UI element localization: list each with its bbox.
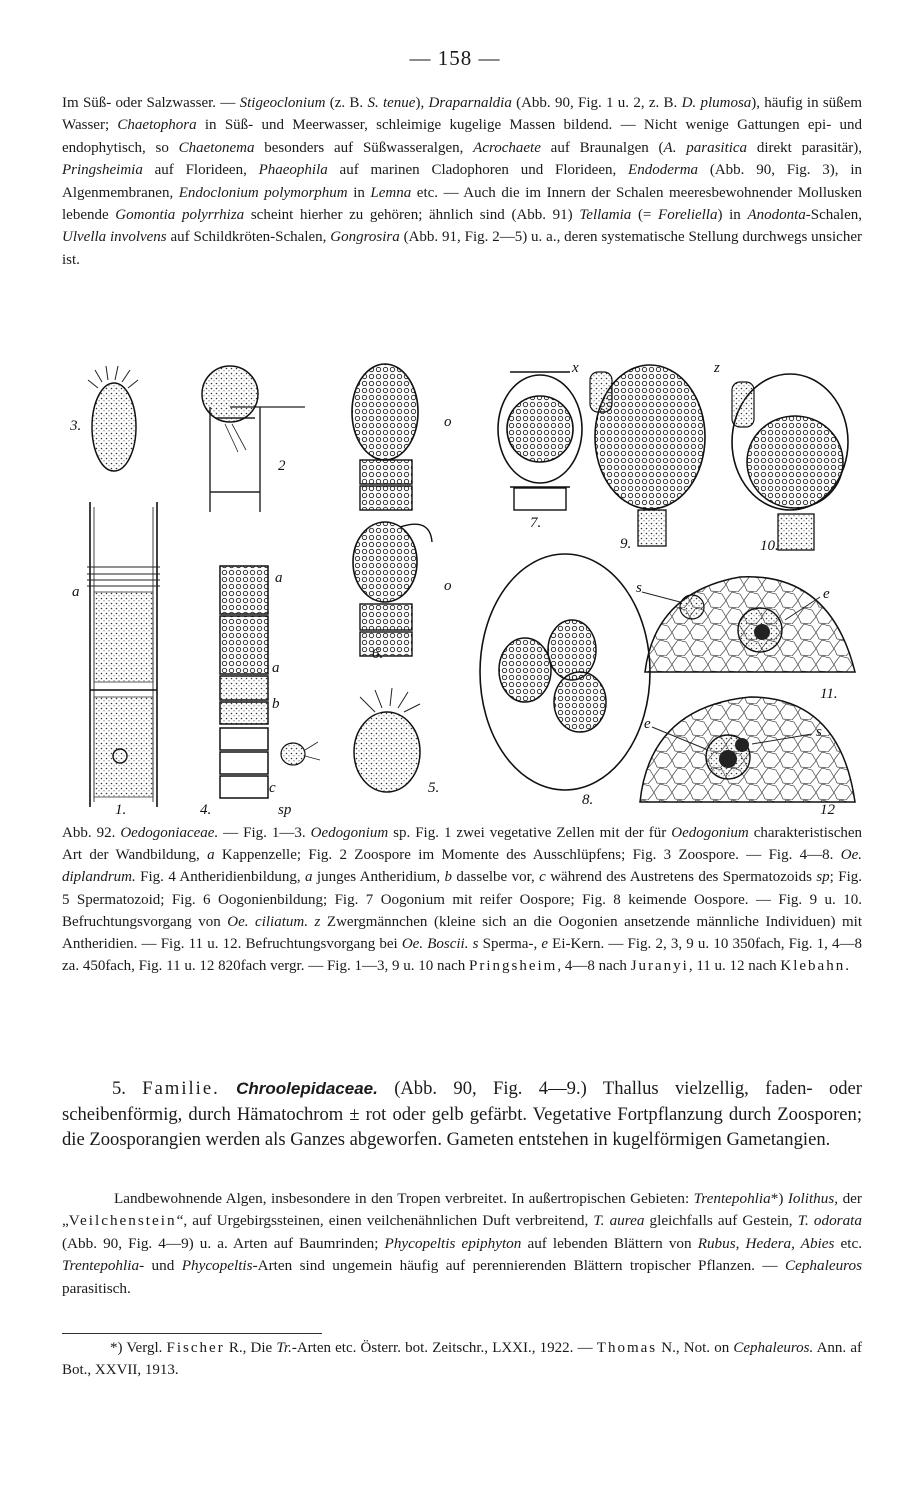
intro-run: ), häufig in süßem Wasser; — [62, 95, 863, 134]
intro-run: direkt parasitär), — [747, 139, 862, 156]
label-fig6: 6. — [372, 646, 384, 662]
label-fig12: 12 — [820, 802, 835, 818]
label-fig6-o1: o — [444, 414, 452, 430]
caption-run: Juranyi — [630, 958, 689, 975]
fig8-germinating-oospore — [480, 554, 650, 808]
family-run: Chroolepidaceae. — [236, 1079, 378, 1098]
intro-run: Anodonta — [747, 207, 806, 224]
intro-run: A. parasitica — [663, 139, 748, 156]
caption-run: charakteristischen Art der Wandbildung, — [62, 825, 863, 864]
figure-caption — [62, 822, 862, 977]
label-fig9-x: x — [572, 360, 579, 376]
intro-run: auf Braunalgen ( — [540, 139, 664, 156]
footnote — [62, 1337, 862, 1381]
label-fig8: 8. — [582, 792, 594, 808]
caption-run: Oe. diplandrum. — [62, 847, 862, 886]
caption-run: e — [541, 936, 549, 953]
fig9-fertilization — [571, 360, 705, 552]
intro-run: Im Süß- oder Salzwasser. — — [62, 95, 240, 111]
label-fig1-a: a — [72, 584, 80, 600]
intro-run: S. tenue — [367, 95, 416, 111]
landbew-run: *) — [770, 1190, 788, 1207]
landbew-run: parasitisch. — [62, 1279, 131, 1297]
intro-run: Endoderma — [628, 162, 699, 179]
caption-run: sp. Fig. 1 zwei vegetative Zellen mit der für — [388, 825, 672, 841]
landbew-run: Rubus, Hedera, Abies — [697, 1234, 835, 1252]
caption-run: s — [472, 936, 479, 953]
intro-run: etc. — Auch die im Innern der Schalen meeresbewohnender Mollusken lebende — [62, 184, 862, 224]
label-fig7: 7. — [530, 515, 542, 531]
intro-run: auf Florideen, — [142, 162, 259, 179]
caption-run: Oedogoniaceae. — [120, 825, 219, 841]
label-fig5: 5. — [428, 780, 440, 796]
fig7-oogonium-oospore — [498, 372, 582, 531]
caption-run: Oe. Boscii. — [401, 936, 469, 953]
caption-run: Pringsheim — [469, 958, 558, 975]
label-fig10: 10. — [760, 538, 779, 554]
label-fig1: 1. — [115, 802, 127, 818]
landbew-run: T. odorata — [797, 1212, 863, 1230]
intro-run: ), — [415, 95, 429, 111]
intro-run: -Schalen, — [805, 207, 863, 224]
label-fig4-b: b — [272, 696, 280, 712]
caption-run: Oedogonium — [310, 825, 389, 841]
intro-run: in — [347, 184, 371, 201]
intro-run: (z. B. — [325, 95, 368, 111]
footnote-run: Cephaleuros. — [733, 1340, 814, 1356]
family-paragraph — [62, 1076, 862, 1153]
family-run: Familie. — [142, 1078, 220, 1099]
landbew-run: “, auf Urgebirgssteinen, einen veilchenähnlichen Duft verbreitend, — [176, 1212, 594, 1230]
landbew-run: Phycopeltis epiphyton — [384, 1234, 522, 1252]
intro-run: auf marinen Cladophoren und Florideen, — [327, 162, 629, 179]
caption-run: dasselbe vor, — [451, 869, 540, 886]
caption-run: ; Fig. 5 Spermatozoid; Fig. 6 Oogonienbildung; Fig. 7 Oogonium mit reifer Oospore; Fig. 8 keimende Oospore. — Fig. 9 u. 10. Befruchtungsvorgang von — [62, 869, 862, 930]
fig11-nuclei — [636, 577, 855, 702]
caption-run: a — [305, 869, 313, 886]
fig2-zoospore-hatching — [202, 366, 305, 512]
caption-run: c — [539, 869, 546, 886]
intro-run: Gomontia polyrrhiza — [115, 207, 245, 224]
caption-run: junges Antheridium, — [312, 869, 445, 886]
fig4-antheridium-formation — [200, 566, 320, 818]
caption-run: Fig. 4 Antheridienbildung, — [135, 869, 306, 886]
figure-illustration — [60, 352, 860, 822]
intro-run: D. plumosa — [681, 95, 752, 111]
landbew-run: gleichfalls auf Gestein, — [644, 1212, 798, 1230]
footnote-run: -Arten etc. Österr. bot. Zeitschr., LXXI., 1922. — — [291, 1340, 597, 1356]
intro-run: (Abb. 90, Fig. 3), in Algenmembranen, — [62, 162, 863, 201]
fig12-nuclei-fusion — [640, 697, 855, 818]
landbew-run: T. aurea — [593, 1212, 645, 1230]
caption-run: Ei-Kern. — Fig. 2, 3, 9 u. 10 350fach, Fig. 1, 4—8 za. 450fach, Fig. 11 u. 12 820fach vergr. — Fig. 1—3, 9 u. 10 nach — [62, 936, 862, 975]
intro-run: Ulvella involvens — [62, 229, 167, 246]
landbew-run: (Abb. 90, Fig. 4—9) u. a. Arten auf Baumrinden; — [62, 1234, 385, 1252]
fig10-fertilization — [713, 360, 848, 554]
caption-run: b — [444, 869, 452, 886]
fig3-zoospore — [69, 366, 138, 471]
caption-run: Kappenzelle; Fig. 2 Zoospore im Momente des Ausschlüpfens; Fig. 3 Zoospore. — Fig. 4—8. — [214, 847, 841, 864]
landbew-run: -Arten sind ungemein häufig auf perennierenden Blättern tropischer Pflanzen. — — [252, 1257, 785, 1275]
family-indent — [62, 1078, 112, 1099]
label-fig6-o2: o — [444, 578, 452, 594]
footnote-run: *) Vergl. — [110, 1340, 167, 1356]
caption-run: Abb. 92. — [62, 825, 121, 841]
landbew-run: auf lebenden Blättern von — [521, 1234, 698, 1252]
intro-run: (Abb. 91, Fig. 2—5) u. a., deren systematische Stellung durchwegs unsicher ist. — [62, 229, 862, 268]
caption-run: sp — [816, 869, 830, 886]
caption-run: — Fig. 1—3. — [218, 825, 311, 841]
caption-run: z — [314, 913, 321, 930]
fig1-vegetative-cells — [72, 502, 160, 818]
intro-run: besonders auf Süßwasseralgen, — [254, 139, 474, 156]
landbew-run: Landbewohnende Algen, insbesondere in den Tropen verbreitet. In außertropischen Gebieten: — [114, 1190, 694, 1207]
label-fig4: 4. — [200, 802, 212, 818]
caption-run: Zwergmännchen (kleine sich an die Oogonien ansetzende männliche Individuen) mit Antheridien. — Fig. 11 u. 12. Befruchtungsvorgang bei — [62, 913, 862, 953]
intro-run: scheint hierher zu gehören; ähnlich sind (Abb. 91) — [244, 207, 580, 224]
intro-run: ) in — [717, 207, 748, 224]
label-fig10-z: z — [714, 360, 720, 376]
caption-run: a — [207, 847, 215, 864]
intro-run: auf Schildkröten-Schalen, — [166, 229, 331, 246]
footnote-run: Fischer — [166, 1340, 225, 1356]
landbew-run: Trentepohlia — [693, 1190, 771, 1207]
intro-run: Draparnaldia — [428, 95, 512, 111]
caption-run: Klebahn — [780, 958, 846, 975]
label-fig11: 11. — [820, 686, 838, 702]
family-run — [220, 1078, 236, 1099]
label-fig4-c: c — [269, 780, 276, 796]
caption-run: während des Austretens des Spermatozoids — [545, 869, 817, 886]
label-fig9: 9. — [620, 536, 632, 552]
caption-run: Oedogonium — [671, 825, 749, 841]
caption-run: , 4—8 nach — [557, 958, 631, 975]
intro-paragraph — [62, 92, 862, 271]
landbew-run: Trentepohlia- — [62, 1257, 145, 1275]
fig5-spermatozoid — [354, 688, 439, 796]
label-fig2: 2 — [278, 458, 286, 474]
intro-run: Chaetonema — [178, 139, 255, 156]
footnote-run: R., Die — [224, 1340, 277, 1356]
landbew-run: Phycopeltis — [181, 1257, 253, 1275]
landbew-run: Cephaleuros — [784, 1257, 863, 1275]
intro-run: (= — [631, 207, 659, 224]
intro-run: (Abb. 90, Fig. 1 u. 2, z. B. — [511, 95, 682, 111]
label-fig11-e: e — [823, 586, 830, 602]
intro-run: Acrochaete — [473, 139, 541, 156]
intro-run: Phaeophila — [258, 162, 328, 179]
label-fig12-s: s — [816, 724, 822, 740]
footnote-rule — [62, 1333, 322, 1334]
label-fig4-a1: a — [275, 570, 283, 586]
footnote-run: Ann. af Bot., XXVII, 1913. — [62, 1340, 862, 1378]
footnote-indent — [62, 1340, 110, 1356]
family-run: (Abb. 90, Fig. 4—9.) Thallus vielzellig, faden- oder scheibenförmig, durch Hämatochrom ± rot oder gelb gefärbt. Vegetative Fortpflanzung durch Zoosporen; die Zoosporangien werden als Ganzes abgeworfen. Gameten entstehen in kugelförmigen Gametangien. — [62, 1078, 863, 1151]
landbew-run: etc. — [834, 1234, 862, 1252]
page-number: — 158 — — [409, 46, 501, 70]
caption-run: Sperma-, — [478, 936, 542, 953]
family-run: 5. — [112, 1078, 143, 1099]
caption-run: Oe. ciliatum. — [227, 913, 308, 930]
label-fig3: 3. — [70, 418, 82, 434]
label-fig12-e: e — [644, 716, 651, 732]
intro-run: Chaetophora — [117, 117, 197, 134]
landbew-indent — [62, 1190, 114, 1207]
label-fig11-s: s — [636, 580, 642, 596]
landbew-run: der „ — [62, 1190, 862, 1230]
landbew-run: Veilchenstein — [68, 1212, 177, 1230]
footnote-run: Thomas — [596, 1340, 658, 1356]
fig6-oogonium-formation — [352, 364, 452, 662]
intro-run: Foreliella — [658, 207, 718, 224]
landbew-run: und — [144, 1257, 182, 1275]
label-fig4-sp: sp — [278, 802, 292, 818]
intro-run: Tellamia — [579, 207, 632, 224]
footnote-run: Tr. — [276, 1340, 292, 1356]
caption-run: . — [845, 958, 849, 975]
landbew-run: Iolithus, — [787, 1190, 839, 1207]
body-paragraph — [62, 1188, 862, 1300]
caption-run: , 11 u. 12 nach — [688, 958, 781, 975]
intro-run: Endoclonium polymorphum — [178, 184, 348, 201]
intro-run: in Süß- und Meerwasser, schleimige kugelige Massen bildend. — Nicht wenige Gattungen epi- und endophytisch, so — [62, 117, 862, 156]
label-fig4-a2: a — [272, 660, 280, 676]
intro-run: Pringsheimia — [62, 162, 143, 179]
intro-run: Gongrosira — [330, 229, 400, 246]
footnote-run: N., Not. on — [657, 1340, 734, 1356]
intro-run: Lemna — [370, 184, 412, 201]
intro-run: Stigeoclonium — [239, 95, 326, 111]
